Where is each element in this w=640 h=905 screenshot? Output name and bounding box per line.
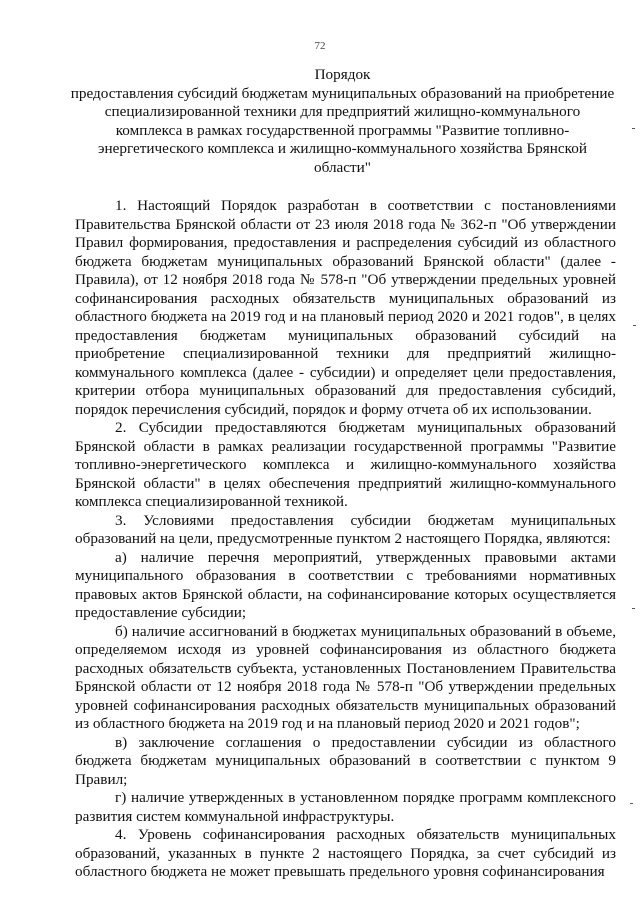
paragraph-3: 3. Условиями предоставления субсидии бюджетам муниципальных образований на цели, предусмотренные пунктом 2 настоящего Порядка, являются: bbox=[75, 511, 616, 547]
scan-mark bbox=[630, 803, 633, 804]
paragraph-3d: г) наличие утвержденных в установленном порядке программ комплексного развития систем коммунальной инфраструктуры. bbox=[75, 789, 616, 825]
paragraph-3b: б) наличие ассигнований в бюджетах муниципальных образований в объеме, определяемом исходя из уровней софинансирования из областного бюджета расходных обязательств субъекта, установленных Постановлением Правительства Брянской области от 12 ноября 2018 года № 578-п "Об утверждении предельных уровней софинансирования расходных обязательств муниципальных образований из областного бюджета на 2019 год и на плановый период 2020 и 2021 годов"; bbox=[75, 622, 616, 732]
paragraph-4: 4. Уровень софинансирования расходных обязательств муниципальных образований, указанных в пункте 2 настоящего Порядка, за счет субсидий из областного бюджета не может превышать предельного уровня софинансирования bbox=[75, 826, 616, 880]
title-subtitle: предоставления субсидий бюджетам муниципальных образований на приобретение специализированной техники для предприятий жилищно-коммунального комплекса в рамках государственной программы "Развитие топливно-энергетического комплекса и жилищно-коммунального хозяйства Брянской области" bbox=[70, 84, 615, 176]
page-number: 72 bbox=[314, 40, 326, 52]
scan-mark bbox=[633, 325, 636, 326]
paragraph-3c: в) заключение соглашения о предоставлении субсидии из областного бюджета бюджетам муниципальных образований в соответствии с пунктом 9 Правил; bbox=[75, 733, 616, 788]
paragraph-3a: а) наличие перечня мероприятий, утвержденных правовыми актами муниципального образования в соответствии с требованиями нормативных правовых актов Брянской области, на софинансирование которых осуществляется предоставление субсидии; bbox=[75, 548, 616, 621]
scan-mark bbox=[632, 128, 635, 129]
paragraph-2: 2. Субсидии предоставляются бюджетам муниципальных образований Брянской области в рамках реализации государственной программы "Развитие топливно-энергетического комплекса и жилищно-коммунального хозяйства Брянской области" в целях обеспечения предприятий жилищно-коммунального комплекса специализированной техникой. bbox=[75, 419, 616, 510]
scan-mark bbox=[632, 608, 635, 609]
document-title bbox=[70, 66, 615, 178]
document-body bbox=[75, 197, 616, 882]
title-heading: Порядок bbox=[314, 66, 371, 83]
paragraph-1: 1. Настоящий Порядок разработан в соответствии с постановлениями Правительства Брянской области от 23 июля 2018 года № 362-п "Об утверждении Правил формирования, предоставления и распределения субсидий из областного бюджета бюджетам муниципальных образований Брянской области" (далее - Правила), от 12 ноября 2018 года № 578-п "Об утверждении предельных уровней софинансирования расходных обязательств муниципальных образований из областного бюджета на 2019 год и на плановый период 2020 и 2021 годов", в целях предоставления бюджетам муниципальных образований субсидий на приобретение специализированной техники для предприятий жилищно-коммунального комплекса (далее - субсидии) и определяет цели предоставления, критерии отбора муниципальных образований для предоставления субсидий, порядок перечисления субсидий, порядок и форму отчета об их использовании. bbox=[75, 197, 616, 418]
